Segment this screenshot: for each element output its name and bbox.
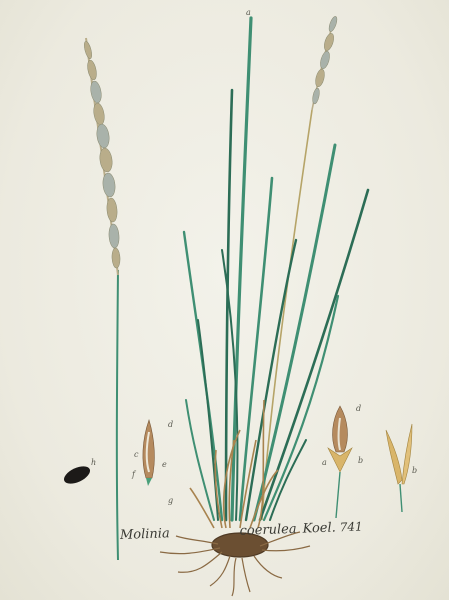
plate-number: 741 bbox=[339, 519, 363, 535]
label-d: d bbox=[168, 420, 174, 429]
label-d-right: d bbox=[356, 404, 362, 413]
right-panicle bbox=[311, 15, 338, 104]
caption-species: coerulea bbox=[239, 521, 297, 539]
caption-genus: Molinia bbox=[119, 526, 170, 543]
open-floret-detail bbox=[386, 424, 412, 512]
label-g: g bbox=[168, 496, 174, 505]
label-b-far-right: b bbox=[412, 466, 418, 475]
label-f: f bbox=[132, 470, 135, 479]
seed-illustration bbox=[61, 463, 92, 488]
label-c: c bbox=[134, 450, 139, 459]
label-b-right: b bbox=[358, 456, 364, 465]
label-a-right: a bbox=[322, 458, 327, 467]
label-e: e bbox=[162, 460, 167, 469]
left-panicle bbox=[83, 41, 121, 269]
label-h: h bbox=[91, 458, 97, 467]
roots bbox=[160, 532, 310, 596]
caption-author: Koel. bbox=[302, 520, 337, 537]
spikelet-detail bbox=[143, 420, 155, 486]
label-a-top: a bbox=[246, 8, 251, 17]
floret-detail bbox=[328, 406, 352, 518]
